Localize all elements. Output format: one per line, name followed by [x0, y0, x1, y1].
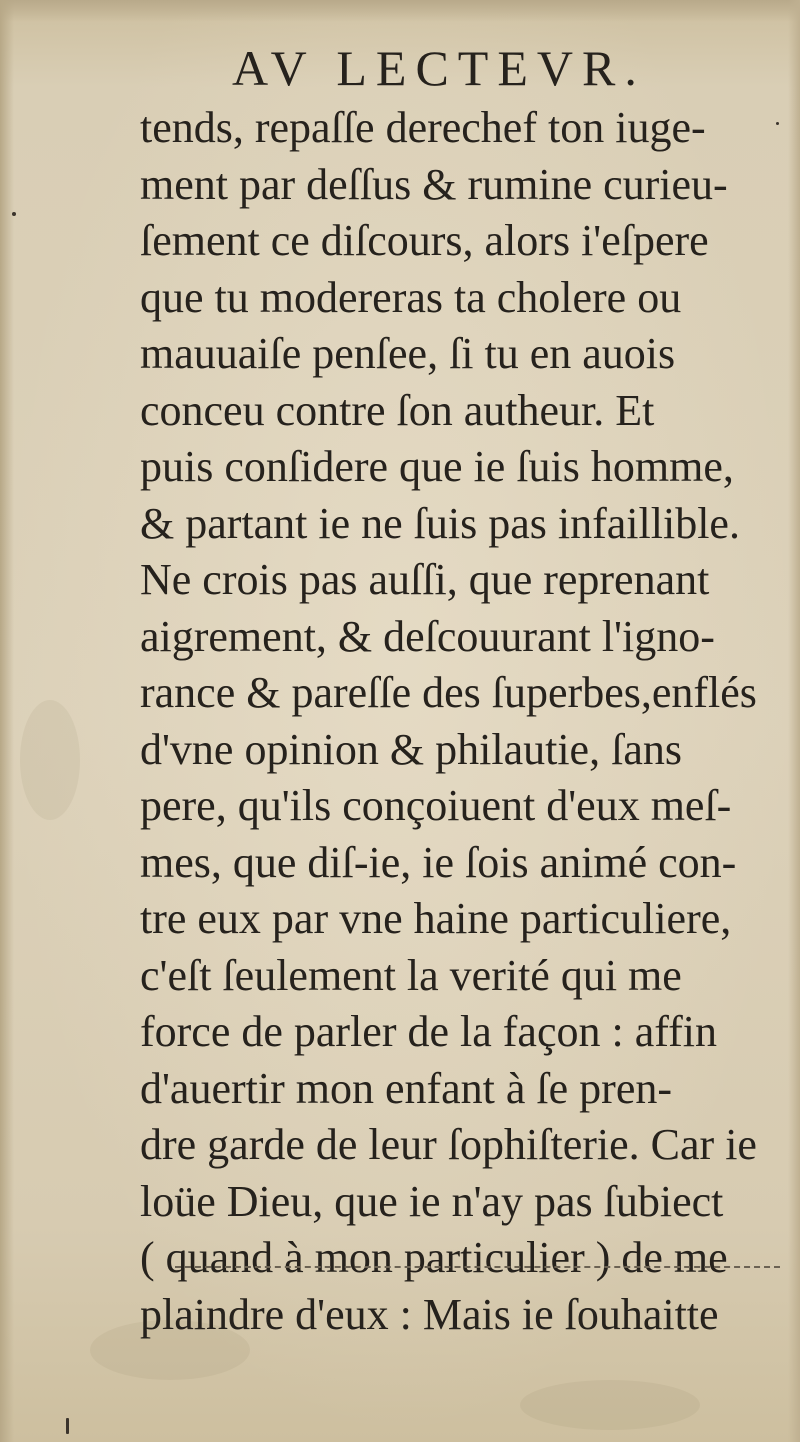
text-line: plaindre d'eux : Mais ie ſouhaitte — [140, 1289, 719, 1339]
text-line: tends, repaſſe derechef ton iuge- — [140, 103, 706, 152]
text-line: Ne crois pas auſſi, que reprenant — [140, 555, 710, 604]
text-line: ( quand à mon particulier ) de me — [140, 1233, 728, 1282]
text-line: rance & pareſſe des ſuperbes,enflés — [140, 668, 757, 717]
text-line: conceu contre ſon autheur. Et — [140, 385, 655, 435]
paper-stain — [520, 1380, 700, 1430]
text-line: ment par deſſus & rumine curieu- — [140, 159, 728, 209]
body-text — [140, 100, 780, 1343]
paper-stain — [20, 700, 80, 820]
text-line: mauuaiſe penſee, ſi tu en auois — [140, 329, 676, 378]
text-line: tre eux par vne haine particuliere, — [140, 894, 732, 943]
text-line: pere, qu'ils conçoiuent d'eux meſ- — [140, 781, 732, 830]
page-top-edge — [0, 0, 800, 22]
text-line: ſement ce diſcours, alors i'eſpere — [140, 216, 709, 265]
ink-speck — [66, 1418, 69, 1434]
bottom-rule — [175, 1266, 780, 1268]
running-head: AV LECTEVR. — [232, 40, 646, 96]
text-line: mes, que diſ-ie, ie ſois animé con- — [140, 837, 737, 887]
text-line: & partant ie ne ſuis pas infaillible. — [140, 498, 740, 548]
ink-speck — [12, 212, 16, 216]
text-line: aigrement, & deſcouurant l'igno- — [140, 611, 715, 661]
page-right-edge — [788, 0, 800, 1442]
text-line: loüe Dieu, que ie n'ay pas ſubiect — [140, 1176, 724, 1226]
text-line: dre garde de leur ſophiſterie. Car ie — [140, 1120, 757, 1169]
text-line: puis conſidere que ie ſuis homme, — [140, 442, 734, 491]
text-line: d'auertir mon enfant à ſe pren- — [140, 1063, 673, 1113]
text-line: force de parler de la façon : affin — [140, 1007, 717, 1056]
text-line: c'eſt ſeulement la verité qui me — [140, 950, 682, 1000]
page-left-edge — [0, 0, 14, 1442]
text-line: d'vne opinion & philautie, ſans — [140, 724, 682, 774]
text-line: que tu modereras ta cholere ou — [140, 272, 682, 322]
